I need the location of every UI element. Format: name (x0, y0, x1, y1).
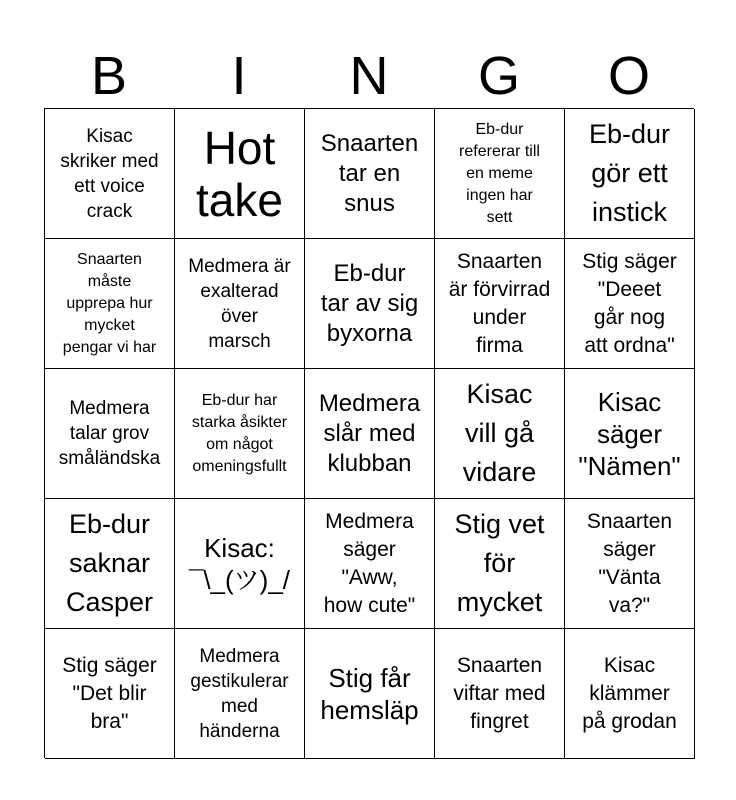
bingo-cell-text: Stig får hemsläp (320, 662, 419, 725)
bingo-cell-text: Eb-dur gör ett instick (588, 119, 671, 227)
bingo-cell-text: Eb-dur har starka åsikter om något omeningsfullt (191, 391, 288, 475)
bingo-cell-r2c2[interactable] (175, 239, 305, 369)
bingo-cell-r2c1[interactable] (45, 239, 175, 369)
bingo-cell-r2c5[interactable] (565, 239, 695, 369)
bingo-cell-r1c4[interactable] (435, 109, 565, 239)
bingo-cell-r3c3[interactable] (305, 369, 435, 499)
bingo-cell-r5c1[interactable] (45, 629, 175, 759)
bingo-cell-text: Hot take (196, 121, 283, 226)
bingo-cell-text: Snaarten är förvirrad under firma (448, 249, 551, 357)
bingo-cell-r4c1[interactable] (45, 499, 175, 629)
bingo-cell-text: Snaarten viftar med fingret (453, 653, 546, 733)
bingo-cell-r5c3[interactable] (305, 629, 435, 759)
bingo-cell-text: Kisac klämmer på grodan (582, 653, 677, 733)
bingo-cell-r5c4[interactable] (435, 629, 565, 759)
bingo-cell-r2c3[interactable] (305, 239, 435, 369)
header-letter-b: B (90, 46, 128, 106)
bingo-cell-text: Snaarten säger "Vänta va?" (586, 509, 673, 617)
bingo-cell-r1c3[interactable] (305, 109, 435, 239)
bingo-cell-r1c5[interactable] (565, 109, 695, 239)
bingo-cell-text: Medmera gestikulerar med händerna (190, 645, 289, 742)
bingo-cell-r4c4[interactable] (435, 499, 565, 629)
bingo-cell-text: Medmera är exalterad över marsch (188, 255, 291, 352)
bingo-cell-text: Kisac: ¯\_(ツ)_/ (188, 532, 291, 595)
header-letter-o: O (607, 46, 650, 106)
bingo-cell-text: Eb-dur tar av sig byxorna (320, 259, 419, 347)
bingo-cell-r2c4[interactable] (435, 239, 565, 369)
bingo-cell-text: Snaarten tar en snus (320, 129, 419, 217)
bingo-cell-text: Eb-dur saknar Casper (65, 509, 154, 617)
bingo-cell-text: Medmera talar grov småländska (58, 398, 161, 469)
header-letter-n: N (349, 46, 389, 106)
bingo-cell-text: Stig vet för mycket (454, 509, 545, 617)
bingo-cell-r1c2[interactable] (175, 109, 305, 239)
bingo-cell-r3c5[interactable] (565, 369, 695, 499)
bingo-cell-r4c3[interactable] (305, 499, 435, 629)
bingo-cell-text: Medmera slår med klubban (318, 389, 421, 477)
bingo-cell-text: Eb-dur refererar till en meme ingen har sett (459, 120, 540, 226)
bingo-cell-r5c5[interactable] (565, 629, 695, 759)
bingo-cell-text: Snaarten måste upprepa hur mycket pengar vi har (62, 250, 157, 356)
bingo-cell-r3c4[interactable] (435, 369, 565, 499)
header-letter-i: I (231, 46, 247, 106)
bingo-header (44, 44, 694, 108)
bingo-board (44, 108, 694, 758)
bingo-cell-r4c2[interactable] (175, 499, 305, 629)
bingo-cell-text: Kisac skriker med ett voice crack (60, 125, 159, 222)
bingo-cell-r3c1[interactable] (45, 369, 175, 499)
bingo-cell-text: Kisac säger "Nämen" (578, 386, 681, 481)
bingo-cell-text: Kisac vill gå vidare (462, 379, 537, 487)
header-letter-g: G (477, 46, 520, 106)
bingo-cell-text: Medmera säger "Aww, how cute" (323, 509, 416, 617)
bingo-cell-r5c2[interactable] (175, 629, 305, 759)
bingo-cell-r1c1[interactable] (45, 109, 175, 239)
bingo-cell-r3c2[interactable] (175, 369, 305, 499)
bingo-cell-text: Stig säger "Det blir bra" (62, 653, 157, 733)
bingo-cell-text: Stig säger "Deeet går nog att ordna" (582, 249, 677, 357)
bingo-cell-r4c5[interactable] (565, 499, 695, 629)
